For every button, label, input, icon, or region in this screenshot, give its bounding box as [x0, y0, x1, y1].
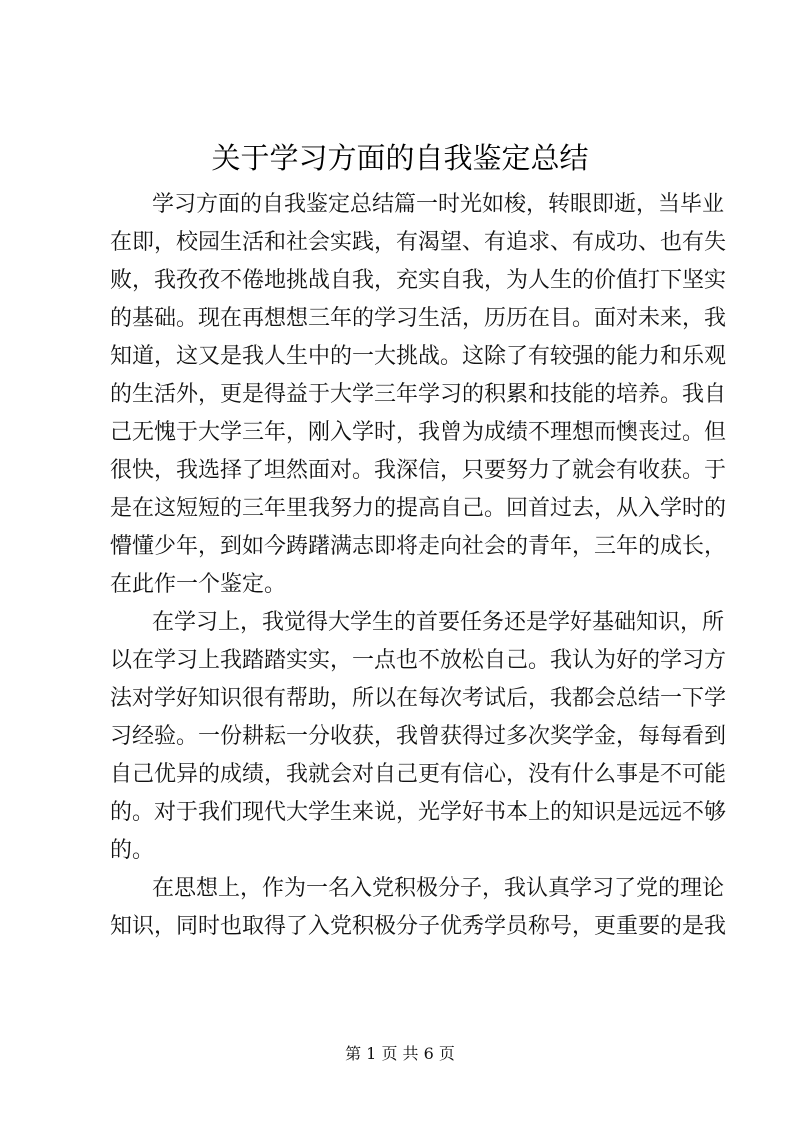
- paragraph-line: 以在学习上我踏踏实实，一点也不放松自己。我认为好的学习方: [110, 648, 727, 673]
- paragraph-line: 的。对于我们现代大学生来说，光学好书本上的知识是远远不够: [110, 800, 727, 825]
- paragraph-line: 知识，同时也取得了入党积极分子优秀学员称号，更重要的是我: [110, 914, 727, 939]
- paragraph-line: 在即，校园生活和社会实践，有渴望、有追求、有成功、也有失: [110, 230, 727, 255]
- document-title: 关于学习方面的自我鉴定总结: [211, 141, 589, 175]
- paragraph-line: 在思想上，作为一名入党积极分子，我认真学习了党的理论: [152, 876, 725, 901]
- paragraph-line: 很快，我选择了坦然面对。我深信，只要努力了就会有收获。于: [110, 458, 727, 483]
- paragraph-line: 败，我孜孜不倦地挑战自我，充实自我，为人生的价值打下坚实: [110, 268, 727, 293]
- paragraph-line: 的基础。现在再想想三年的学习生活，历历在目。面对未来，我: [110, 306, 727, 331]
- paragraph-line: 法对学好知识很有帮助，所以在每次考试后，我都会总结一下学: [110, 686, 727, 711]
- paragraph-line: 是在这短短的三年里我努力的提高自己。回首过去，从入学时的: [110, 496, 727, 521]
- paragraph-line: 学习方面的自我鉴定总结篇一时光如梭，转眼即逝，当毕业: [152, 192, 725, 217]
- paragraph-line: 在学习上，我觉得大学生的首要任务还是学好基础知识，所: [152, 610, 725, 635]
- paragraph-line: 习经验。一份耕耘一分收获，我曾获得过多次奖学金，每每看到: [110, 724, 727, 749]
- paragraph-line: 在此作一个鉴定。: [110, 572, 287, 597]
- page-footer: 第 1 页 共 6 页: [345, 1044, 455, 1063]
- paragraph-line: 懵懂少年，到如今踌躇满志即将走向社会的青年，三年的成长，: [110, 534, 727, 559]
- paragraph-line: 的。: [110, 838, 155, 863]
- paragraph-line: 知道，这又是我人生中的一大挑战。这除了有较强的能力和乐观: [110, 344, 727, 369]
- paragraph-line: 自己优异的成绩，我就会对自己更有信心，没有什么事是不可能: [110, 762, 727, 787]
- paragraph-line: 己无愧于大学三年，刚入学时，我曾为成绩不理想而懊丧过。但: [110, 420, 727, 445]
- paragraph-line: 的生活外，更是得益于大学三年学习的积累和技能的培养。我自: [110, 382, 727, 407]
